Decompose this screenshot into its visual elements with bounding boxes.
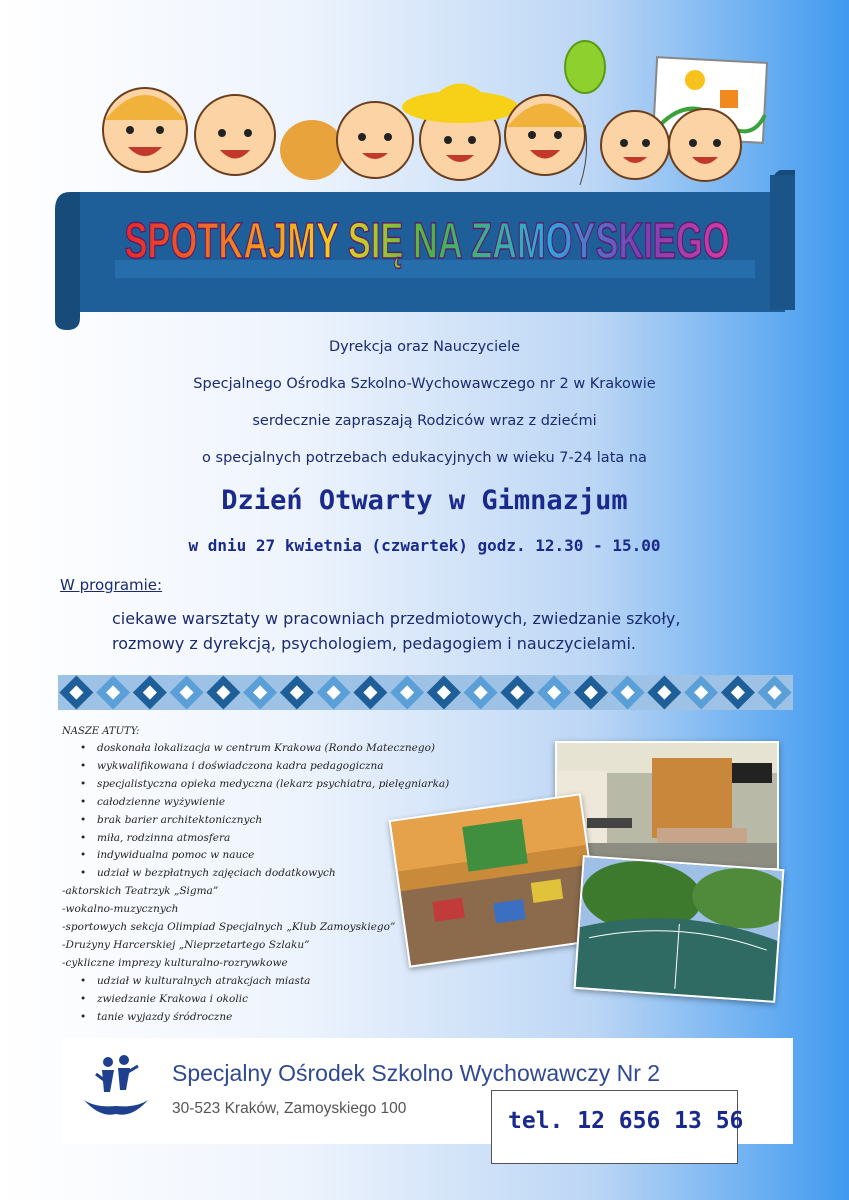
intro-line: serdecznie zapraszają Rodziców wraz z dziećmi bbox=[252, 413, 597, 429]
atuty-item-text: doskonała lokalizacja w centrum Krakowa (Rondo Matecznego) bbox=[97, 742, 435, 754]
atuty-item bbox=[62, 921, 395, 933]
atuty-item-text: wykwalifikowana i doświadczona kadra pedagogiczna bbox=[97, 759, 384, 772]
atuty-item-text: udział w bezpłatnych zajęciach dodatkowych bbox=[97, 867, 336, 880]
phone-number: tel. 12 656 13 56 bbox=[508, 1108, 744, 1134]
atuty-item-text: zwiedzanie Krakowa i okolic bbox=[97, 992, 248, 1005]
atuty-item bbox=[80, 849, 254, 861]
atuty-item-text: miła, rodzinna atmosfera bbox=[97, 831, 231, 844]
atuty-item bbox=[80, 814, 262, 826]
intro-line: Dyrekcja oraz Nauczyciele bbox=[328, 339, 521, 355]
atuty-item-text: udział w kulturalnych atrakcjach miasta bbox=[97, 974, 311, 987]
intro-line: o specjalnych potrzebach edukacyjnych w wieku 7-24 lata na bbox=[202, 450, 647, 466]
atuty-item-text: -aktorskich Teatrzyk „Sigma” bbox=[62, 885, 219, 898]
atuty-item bbox=[80, 796, 225, 808]
title-banner bbox=[55, 170, 795, 330]
school-name: Specjalny Ośrodek Szkolno Wychowawczy Nr 2 bbox=[172, 1060, 661, 1086]
intro-line: Specjalnego Ośrodka Szkolno-Wychowawczego nr 2 w Krakowie bbox=[193, 376, 656, 392]
atuty-heading: NASZE ATUTY: bbox=[62, 726, 140, 737]
atuty-item-text: tanie wyjazdy śródroczne bbox=[97, 1010, 233, 1023]
decorative-band bbox=[58, 675, 793, 710]
school-logo-icon bbox=[80, 1052, 152, 1124]
banner-title: SPOTKAJMY SIĘ NA ZAMOYSKIEGO bbox=[124, 212, 730, 269]
atuty-item-text: -sportowych sekcja Olimpiad Specjalnych „Klub Zamoyskiego” bbox=[62, 921, 396, 933]
atuty-item-text: -Drużyny Harcerskiej „Nieprzetartego Szlaku” bbox=[62, 938, 310, 951]
event-headline: Dzień Otwarty w Gimnazjum bbox=[221, 485, 628, 516]
atuty-item-text: -wokalno-muzycznych bbox=[62, 903, 179, 916]
atuty-item bbox=[62, 939, 310, 951]
atuty-item-text: całodzienne wyżywienie bbox=[97, 795, 226, 808]
program-heading: W programie: bbox=[60, 576, 163, 594]
atuty-item bbox=[62, 903, 178, 915]
atuty-item bbox=[80, 832, 230, 844]
school-address: 30-523 Kraków, Zamoyskiego 100 bbox=[172, 1100, 407, 1117]
event-date: w dniu 27 kwietnia (czwartek) godz. 12.30 - 15.00 bbox=[188, 536, 661, 555]
atuty-item bbox=[80, 975, 310, 987]
atuty-item-text: brak barier architektonicznych bbox=[97, 813, 263, 826]
atuty-item bbox=[80, 760, 384, 772]
atuty-item bbox=[80, 993, 248, 1005]
playroom-photo bbox=[389, 793, 602, 968]
atuty-item bbox=[62, 957, 288, 969]
atuty-item bbox=[80, 1011, 232, 1023]
atuty-item bbox=[80, 867, 336, 879]
program-line: rozmowy z dyrekcją, psychologiem, pedagogiem i nauczycielami. bbox=[112, 634, 636, 653]
program-line: ciekawe warsztaty w pracowniach przedmiotowych, zwiedzanie szkoły, bbox=[112, 609, 681, 628]
atuty-item-text: specjalistyczna opieka medyczna (lekarz psychiatra, pielęgniarka) bbox=[97, 777, 450, 790]
sports-field-photo bbox=[574, 855, 785, 1003]
atuty-item-text: -cykliczne imprezy kulturalno-rozrywkowe bbox=[62, 956, 288, 969]
atuty-item-text: indywidualna pomoc w nauce bbox=[97, 849, 255, 862]
atuty-item bbox=[80, 778, 449, 790]
atuty-item bbox=[62, 885, 218, 897]
atuty-item bbox=[80, 742, 435, 754]
